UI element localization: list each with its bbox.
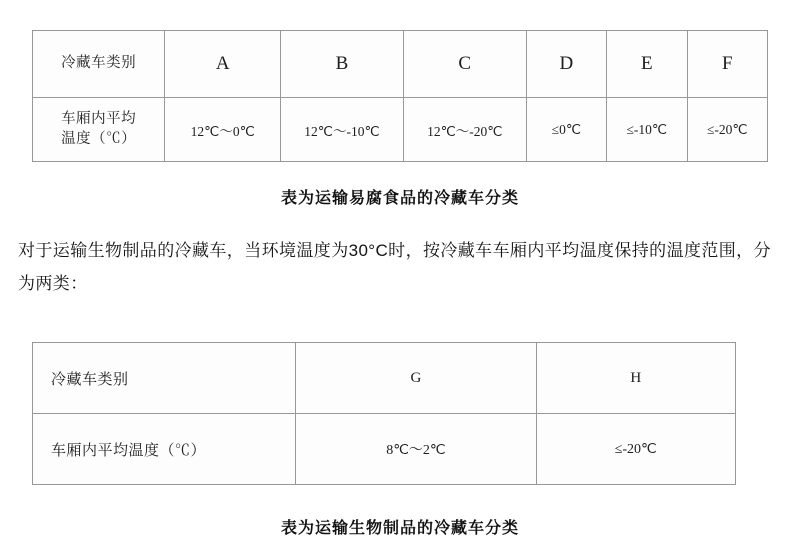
body-paragraph: 对于运输生物制品的冷藏车，当环境温度为30°C时，按冷藏车车厢内平均温度保持的温度范围，分为两类： <box>18 241 771 294</box>
table-2-value-h: ≤-20℃ <box>536 414 736 485</box>
table-1-category-a: A <box>165 31 281 98</box>
table-row <box>33 343 736 414</box>
table-2-value-g: 8℃～2℃ <box>296 414 536 485</box>
table-1-category-f: F <box>687 31 767 98</box>
table-1-category-d: D <box>526 31 606 98</box>
table-1-value-d: ≤0℃ <box>526 98 606 162</box>
table-row <box>33 414 736 485</box>
table-1-value-a: 12℃～0℃ <box>165 98 281 162</box>
table-1-category-b: B <box>281 31 404 98</box>
table-1-value-c: 12℃～-20℃ <box>403 98 526 162</box>
table-2 <box>32 342 736 485</box>
table-2-category-h: H <box>536 343 736 414</box>
table-2-caption: 表为运输生物制品的冷藏车分类 <box>280 520 519 537</box>
table-1-row-label-category: 冷藏车类别 <box>33 31 165 98</box>
table-1-value-e: ≤-10℃ <box>607 98 687 162</box>
table-2-category-g: G <box>296 343 536 414</box>
table-1-category-e: E <box>607 31 687 98</box>
table-refrigerated-vehicle-food <box>32 30 768 162</box>
table-1-category-c: C <box>403 31 526 98</box>
table-1-row-label-temperature-line1: 车厢内平均 <box>61 110 137 127</box>
table-1-row-label-temperature-line2: 温度（℃） <box>61 130 137 147</box>
table-1-caption: 表为运输易腐食品的冷藏车分类 <box>280 190 519 207</box>
table-refrigerated-vehicle-biological <box>32 342 736 485</box>
table-1 <box>32 30 768 162</box>
table-1-value-b: 12℃～-10℃ <box>281 98 404 162</box>
table-1-row-label-temperature <box>33 98 165 162</box>
table-row <box>33 31 768 98</box>
table-row <box>33 98 768 162</box>
table-2-row-label-category: 冷藏车类别 <box>33 343 296 414</box>
table-2-row-label-temperature: 车厢内平均温度（℃） <box>33 414 296 485</box>
table-1-value-f: ≤-20℃ <box>687 98 767 162</box>
